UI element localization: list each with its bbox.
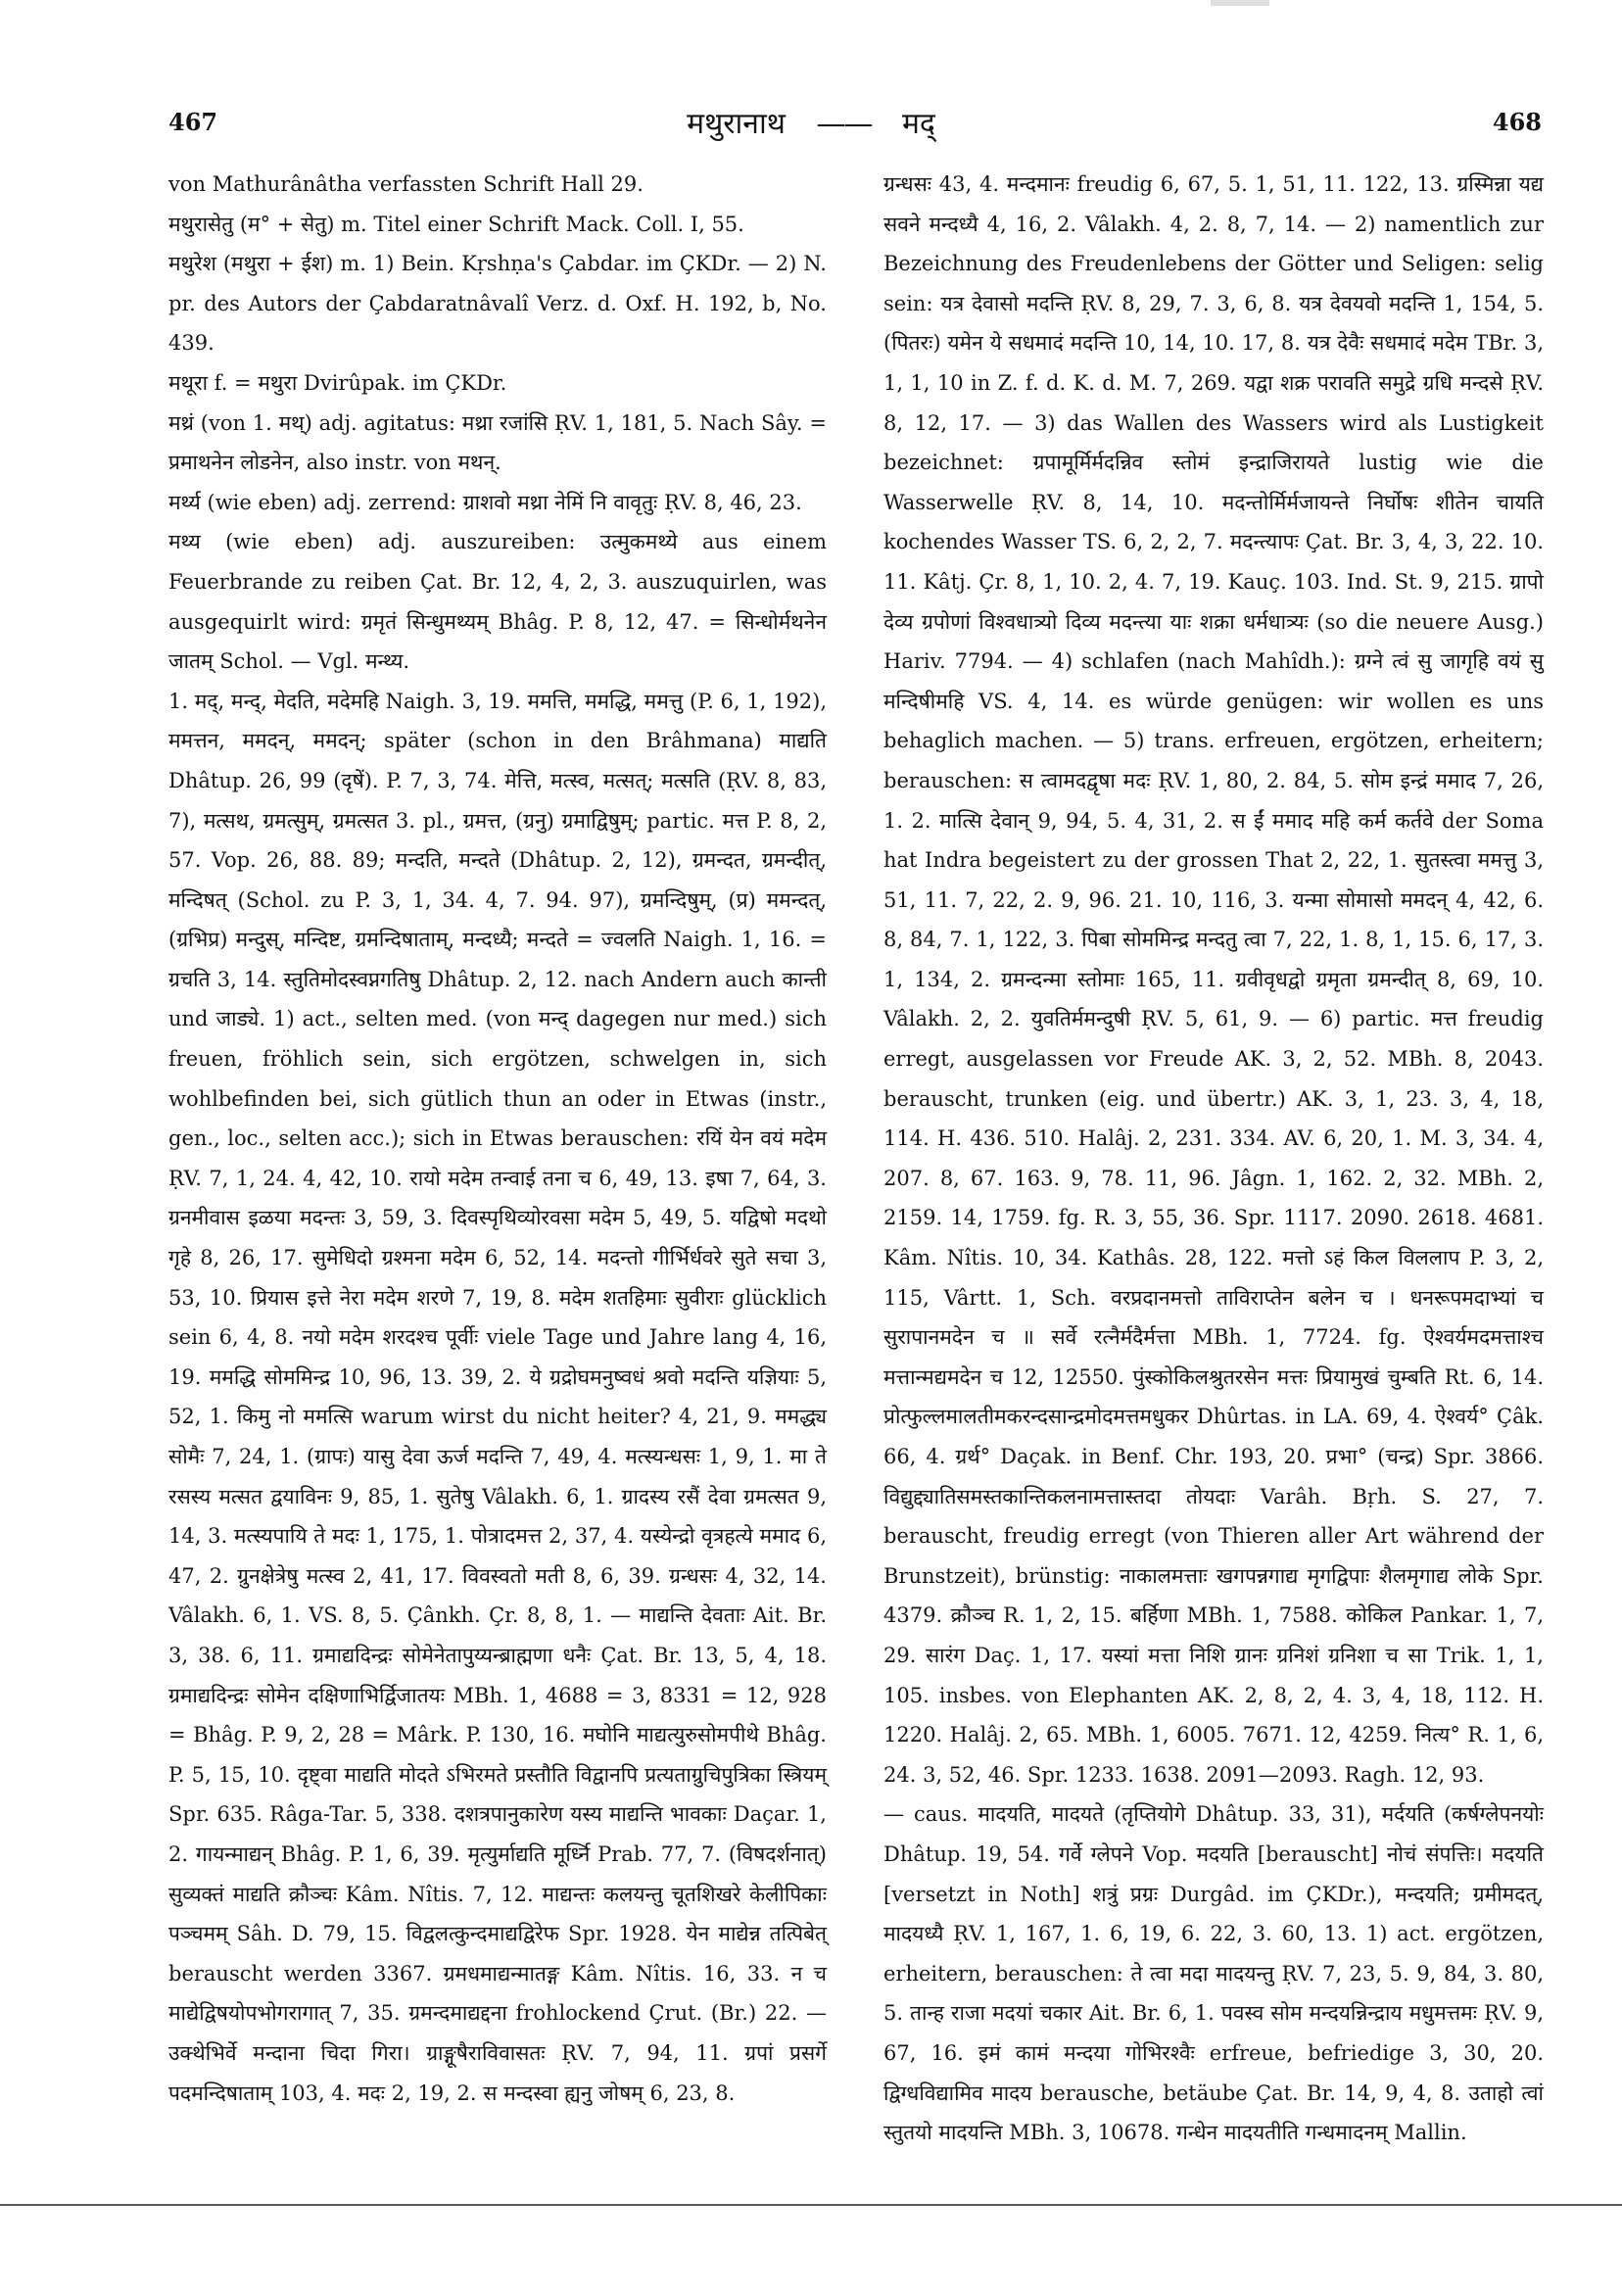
left-column	[168, 165, 827, 2113]
running-head	[0, 102, 1622, 142]
entry-marthya: मर्थ्य (wie eben) adj. zerrend: ग्राशवो मथ्रा नेमिं नि वावृतुः ṚV. 8, 46, 23.	[168, 490, 802, 514]
page-number-right: 468	[1492, 108, 1542, 136]
scan-mark	[1211, 0, 1269, 6]
entry-mad-continued: ग्रन्धसः 43, 4. मन्दमानः freudig 6, 67, 5. 1, 51, 11. 122, 13. ग्रस्मिन्ना यद्य सवने मन्दध्यै 4, 16, 2. Vâlakh. 4, 2. 8, 7, 14. — 2) namentlich zur Bezeichnung des Freudenlebens der Götter und Seligen: selig sein: यत्र देवासो मदन्ति ṚV. 8, 29, 7. 3, 6, 8. यत्र देवयवो मदन्ति 1, 154, 5. (पितरः) यमेन ये सधमादं मदन्ति 10, 14, 10. 17, 8. यत्र देवैः सधमादं मदेम TBr. 3, 1, 1, 10 in Z. f. d. K. d. M. 7, 269. यद्वा शक्र परावति समुद्रे ग्रधि मन्दसे ṚV. 8, 12, 17. — 3) das Wallen des Wassers wird als Lustigkeit bezeichnet: ग्रपामूर्मिर्मदन्निव स्तोमं इन्द्राजिरायते lustig wie die Wasserwelle ṚV. 8, 14, 10. मदन्तोर्मिर्मजायन्ते निर्घोषः शीतेन चायति kochendes Wasser TS. 6, 2, 2, 7. मदन्त्यापः Çat. Br. 3, 4, 3, 22. 10. 11. Kâtj. Çr. 8, 1, 10. 2, 4. 7, 19. Kauç. 103. Ind. St. 9, 215. ग्रापो देव्य ग्रपोणां विश्वधात्र्यो दिव्य मदन्त्या याः शक्रा धर्मधात्र्यः (so die neuere Ausg.) Hariv. 7794. — 4) schlafen (nach Mahîdh.): ग्रग्ने त्वं सु जागृहि वयं सु मन्दिषीमहि VS. 4, 14. es würde genügen: wir wollen es uns behaglich machen. — 5) trans. erfreuen, ergötzen, erheitern; berauschen: स त्वामदद्वृषा मदः ṚV. 1, 80, 2. 84, 5. सोम इन्द्रं ममाद 7, 26, 1. 2. मात्सि देवान् 9, 94, 5. 4, 31, 2. स ईं ममाद महि कर्म कर्तवे der Soma hat Indra begeistert zu der grossen That 2, 22, 1. सुतस्त्वा ममत्तु 3, 51, 11. 7, 22, 2. 9, 96. 21. 10, 116, 3. यन्मा सोमासो ममदन् 4, 42, 6. 8, 84, 7. 1, 122, 3. पिबा सोममिन्द्र मन्दतु त्वा 7, 22, 1. 8, 1, 15. 6, 17, 3. 1, 134, 2. ग्रमन्दन्मा स्तोमाः 165, 11. ग्रवीवृधद्वो ग्रमृता ग्रमन्दीत् 8, 69, 10. Vâlakh. 2, 2. युवतिर्ममन्दुषी ṚV. 5, 61, 9. — 6) partic. मत्त freudig erregt, ausgelassen vor Freude AK. 3, 2, 52. MBh. 8, 2043. berauscht, trunken (eig. und übertr.) AK. 3, 1, 23. 3, 4, 18, 114. H. 436. 510. Halâj. 2, 231. 334. AV. 6, 20, 1. M. 3, 34. 4, 207. 8, 67. 163. 9, 78. 11, 96. Jâgn. 1, 162. 2, 32. MBh. 2, 2159. 14, 1759. fg. R. 3, 55, 36. Spr. 1117. 2090. 2618. 4681. Kâm. Nîtis. 10, 34. Kathâs. 28, 122. मत्तो ऽहं किल विललाप P. 3, 2, 115, Vârtt. 1, Sch. वरप्रदानमत्तो ताविराप्तेन बलेन च । धनरूपमदाभ्यां च सुरापानमदेन च ॥ सर्वे रत्नैर्मदैर्मत्ता MBh. 1, 7724. fg. ऐश्वर्यमदमत्ताश्च मत्तान्मद्यमदेन च 12, 12550. पुंस्कोकिलश्रुतरसेन मत्तः प्रियामुखं चुम्बति Rt. 6, 14. प्रोत्फुल्लमालतीमकरन्दसान्द्रमोदमत्तमधुकर Dhûrtas. in LA. 69, 4. ऐश्वर्य° Çâk. 66, 4. ग्रर्थ° Daçak. in Benf. Chr. 193, 20. प्रभा° (चन्द्र) Spr. 3866. विद्युद्द्यातिसमस्तकान्तिकलनामत्तास्तदा तोयदाः Varâh. Bṛh. S. 27, 7. berauscht, freudig erregt (von Thieren aller Art während der Brunstzeit), brünstig: नाकालमत्ताः खगपन्नगाद्य मृगद्विपाः शैलमृगाद्य लोके Spr. 4379. क्रौञ्च R. 1, 2, 15. बर्हिणा MBh. 1, 7588. कोकिल Pankar. 1, 7, 29. सारंग Daç. 1, 17. यस्यां मत्ता निशि ग्रानः ग्रनिशं ग्रनिशा च सा Trik. 1, 1, 105. insbes. von Elephanten AK. 2, 8, 2, 4. 3, 4, 18, 112. H. 1220. Halâj. 2, 65. MBh. 1, 6005. 7671. 12, 4259. नित्य° R. 1, 6, 24. 3, 52, 46. Spr. 1233. 1638. 2091—2093. Ragh. 12, 93.	[883, 172, 1544, 1787]
entry-continuation: von Mathurânâtha verfassten Schrift Hall 29.	[168, 172, 644, 196]
running-head-right: मद्	[901, 107, 935, 141]
page-number-left: 467	[168, 108, 218, 136]
running-head-dash: ——	[816, 107, 872, 141]
entry-mathuresha: मथुरेश (मथुरा + ईश) m. 1) Bein. Kṛshṇa's Çabdar. im ÇKDr. — 2) N. pr. des Autors der Çabdaratnâvalî Verz. d. Oxf. H. 192, b, No. 439.	[168, 252, 827, 356]
entry-mathya: मथ्य (wie eben) adj. auszureiben: उत्मुकमथ्ये aus einem Feuerbrande zu reiben Çat. Br. 12, 4, 2, 3. auszuquirlen, was ausgequirlt wird: ग्रमृतं सिन्धुमथ्यम् Bhâg. P. 8, 12, 47. = सिन्धोर्मथनेन जातम् Schol. — Vgl. मन्थ्य.	[168, 530, 827, 674]
entry-mad-causative: — caus. मादयति, मादयते (तृप्तियोगे Dhâtup. 33, 31), मर्दयति (कर्षग्लेपनयोः Dhâtup. 19, 54. गर्वे ग्लेपने Vop. मदयति [berauscht] नोचं संपत्तिः। मदयति [versetzt in Noth] शत्रुं प्रग्रः Durgâd. im ÇKDr.), मन्दयति; ग्रमीमदत्, मादयध्यै ṚV. 1, 167, 1. 6, 19, 6. 22, 3. 60, 13. 1) act. ergötzen, erheitern, berauschen: ते त्वा मदा मादयन्तु ṚV. 7, 23, 5. 9, 84, 3. 80, 5. तान्ह राजा मदयां चकार Ait. Br. 6, 1. पवस्व सोम मन्दयन्निन्द्राय मधुमत्तमः ṚV. 9, 67, 16. इमं कामं मन्दया गोभिरश्वैः erfreue, befriedige 3, 30, 20. द्विग्धविद्यामिव मादय berausche, betäube Çat. Br. 14, 9, 4, 8. उताहो त्वां स्तुतयो मादयन्ति MBh. 3, 10678. गन्धेन मादयतीति गन्धमादनम् Mallin.	[883, 1802, 1544, 2145]
bottom-rule	[0, 2204, 1622, 2206]
entry-mathura: मथूरा f. = मथुरा Dvirûpak. im ÇKDr.	[168, 370, 507, 395]
running-head-left: मथुरानाथ	[687, 107, 786, 141]
entry-mathurasetu: मथुरासेतु (म° + सेतु) m. Titel einer Schrift Mack. Coll. I, 55.	[168, 212, 744, 236]
entry-mathra: मथ्रं (von 1. मथ्) adj. agitatus: मथ्रा रजांसि ṚV. 1, 181, 5. Nach Sây. = प्रमाथनेन लोडनेन, also instr. von मथन्.	[168, 410, 827, 475]
entry-mad: 1. मद्, मन्द्, मेदति, मदेमहि Naigh. 3, 19. ममत्ति, ममद्धि, ममत्तु (P. 6, 1, 192), ममत्तन, ममदन्, ममदन्; später (schon in den Brâhmana) माद्यति Dhâtup. 26, 99 (दृषें). P. 7, 3, 74. मेत्ति, मत्स्व, मत्सत्; मत्सति (ṚV. 8, 83, 7), मत्सथ, ग्रमत्सुम्, ग्रमत्सत 3. pl., ग्रमत्त, (ग्रनु) ग्रमाद्विषुम्; partic. मत्त P. 8, 2, 57. Vop. 26, 88. 89; मन्दति, मन्दते (Dhâtup. 2, 12), ग्रमन्दत, ग्रमन्दीत्, मन्दिषत् (Schol. zu P. 3, 1, 34. 4, 7. 94. 97), ग्रमन्दिषुम्, (प्र) ममन्दत्, (ग्रभिप्र) मन्दुस्, मन्दिष्ट, ग्रमन्दिषाताम्, मन्दध्यै; मन्दते = ज्वलति Naigh. 1, 16. = ग्रचति 3, 14. स्तुतिमोदस्वप्नगतिषु Dhâtup. 2, 12. nach Andern auch कान्ती und जाड्ये. 1) act., selten med. (von मन्द् dagegen nur med.) sich freuen, fröhlich sein, sich ergötzen, schwelgen in, sich wohlbefinden bei, sich gütlich thun an oder in Etwas (instr., gen., loc., selten acc.); sich in Etwas berauschen: रयिं येन वयं मदेम ṚV. 7, 1, 24. 4, 42, 10. रायो मदेम तन्वाई तना च 6, 49, 13. इषा 7, 64, 3. ग्रनमीवास इळया मदन्तः 3, 59, 3. दिवस्पृथिव्योरवसा मदेम 5, 49, 5. यद्विषो मदथो गृहे 8, 26, 17. सुमेधिदो ग्रश्मना मदेम 6, 52, 14. मदन्तो गीर्भिर्धवरे सुते सचा 3, 53, 10. प्रियास इत्ते नेरा मदेम शरणे 7, 19, 8. मदेम शतहिमाः सुवीराः glücklich sein 6, 4, 8. नयो मदेम शरदश्च पूर्वीः viele Tage und Jahre lang 4, 16, 19. ममद्धि सोममिन्द्र 10, 96, 13. 39, 2. ये ग्रद्रोघमनुष्वधं श्रवो मदन्ति यज्ञियाः 5, 52, 1. किमु नो ममत्सि warum wirst du nicht heiter? 4, 21, 9. ममद्ध्य सोमैः 7, 24, 1. (ग्रापः) यासु देवा ऊर्ज मदन्ति 7, 49, 4. मत्स्यन्धसः 1, 9, 1. मा ते रसस्य मत्सत द्वयाविनः 9, 85, 1. सुतेषु Vâlakh. 6, 1. ग्रादस्य रसैं देवा ग्रमत्सत 9, 14, 3. मत्स्यपायि ते मदः 1, 175, 1. पोत्रादमत्त 2, 37, 4. यस्येन्द्रो वृत्रहत्ये ममाद 6, 47, 2. ग्रुनक्षेत्रेषु मत्स्व 2, 41, 17. विवस्वतो मती 8, 6, 39. ग्रन्धसः 4, 32, 14. Vâlakh. 6, 1. VS. 8, 5. Çânkh. Çr. 8, 8, 1. — माद्यन्ति देवताः Ait. Br. 3, 38. 6, 11. ग्रमाद्यदिन्द्रः सोमेनेतापुय्यन्ब्राह्मणा धनैः Çat. Br. 13, 5, 4, 18. ग्रमाद्यदिन्द्रः सोमेन दक्षिणाभिर्द्विजातयः MBh. 1, 4688 = 3, 8331 = 12, 928 = Bhâg. P. 9, 2, 28 = Mârk. P. 130, 16. मघोनि माद्यत्युरुसोमपीथे Bhâg. P. 5, 15, 10. दृष्ट्वा माद्यति मोदते ऽभिरमते प्रस्तौति विद्वानपि प्रत्यताग्रुचिपुत्रिका स्त्रियम् Spr. 635. Râga-Tar. 5, 338. दशत्रपानुकारेण यस्य माद्यन्ति भावकाः Daçar. 1, 2. गायन्माद्यन् Bhâg. P. 1, 6, 39. मृत्युर्माद्यति मूर्ध्नि Prab. 77, 7. (विषदर्शनात्) सुव्यक्तं माद्यति क्रौञ्चः Kâm. Nîtis. 7, 12. माद्यन्तः कलयन्तु चूतशिखरे केलीपिकाः पञ्चमम् Sâh. D. 79, 15. विद्वलत्कुन्दमाद्यद्विरेफ Spr. 1928. येन माद्येन्न तत्पिबेत् berauscht werden 3367. ग्रमधमाद्यन्मातङ्ग Kâm. Nîtis. 16, 33. न च माद्येद्विषयोपभोगरागात् 7, 35. ग्रमन्दमाद्यद्दना frohlockend Çrut. (Br.) 22. — उक्थेभिर्वे मन्दाना चिदा गिरा। ग्राङ्गूषैराविवासतः ṚV. 7, 94, 11. ग्रपां प्रसर्गे पदमन्दिषाताम् 103, 4. मदः 2, 19, 2. स मन्दस्वा ह्यनु जोषम् 6, 23, 8.	[168, 689, 827, 2105]
right-column	[883, 165, 1544, 2153]
